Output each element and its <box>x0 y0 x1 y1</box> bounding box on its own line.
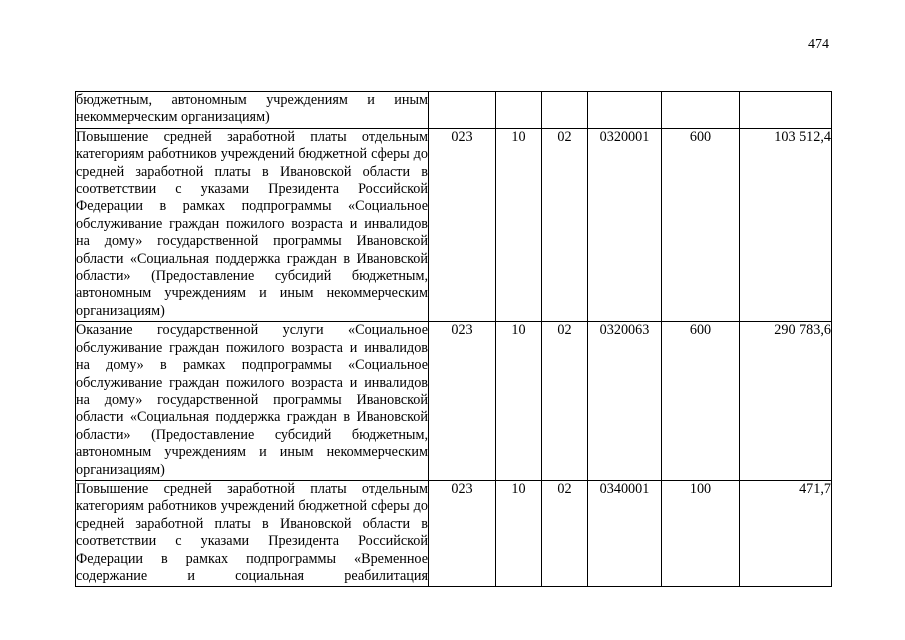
table-row <box>76 92 832 129</box>
row-description: бюджетным, автономным учреждениям и иным некоммерческим организациям) <box>76 92 429 129</box>
row-subsection: 02 <box>542 480 588 586</box>
row-amount <box>740 92 832 129</box>
row-amount: 290 783,6 <box>740 322 832 481</box>
table-row <box>76 128 832 321</box>
budget-table <box>75 91 832 587</box>
row-subsection: 02 <box>542 128 588 321</box>
row-section <box>496 92 542 129</box>
row-target-item: 0320001 <box>588 128 662 321</box>
table-row <box>76 322 832 481</box>
row-expense-type: 600 <box>662 322 740 481</box>
row-code: 023 <box>429 128 496 321</box>
row-code: 023 <box>429 480 496 586</box>
row-amount: 103 512,4 <box>740 128 832 321</box>
row-description: Повышение средней заработной платы отдельным категориям работников учреждений бюджетной сферы до средней заработной платы в Ивановской области в соответствии с указами Президента Российской Федерации в рамках подпрограммы «Временное содержание и социальная реабилитация <box>76 480 429 586</box>
row-subsection: 02 <box>542 322 588 481</box>
row-subsection <box>542 92 588 129</box>
row-code <box>429 92 496 129</box>
row-target-item: 0340001 <box>588 480 662 586</box>
row-expense-type <box>662 92 740 129</box>
row-target-item: 0320063 <box>588 322 662 481</box>
row-code: 023 <box>429 322 496 481</box>
table-row <box>76 480 832 586</box>
row-description: Повышение средней заработной платы отдельным категориям работников учреждений бюджетной сферы до средней заработной платы в Ивановской области в соответствии с указами Президента Российской Федерации в рамках подпрограммы «Социальное обслуживание граждан пожилого возраста и инвалидов на дому» государственной программы Ивановской области «Социальная поддержка граждан в Ивановской области» (Предоставление субсидий бюджетным, автономным учреждениям и иным некоммерческим организациям) <box>76 128 429 321</box>
row-expense-type: 600 <box>662 128 740 321</box>
row-section: 10 <box>496 480 542 586</box>
row-section: 10 <box>496 128 542 321</box>
row-amount: 471,7 <box>740 480 832 586</box>
page-number: 474 <box>808 37 829 52</box>
row-section: 10 <box>496 322 542 481</box>
row-target-item <box>588 92 662 129</box>
row-description: Оказание государственной услуги «Социальное обслуживание граждан пожилого возраста и инвалидов на дому» в рамках подпрограммы «Социальное обслуживание граждан пожилого возраста и инвалидов на дому» государственной программы Ивановской области «Социальная поддержка граждан в Ивановской области» (Предоставление субсидий бюджетным, автономным учреждениям и иным некоммерческим организациям) <box>76 322 429 481</box>
row-expense-type: 100 <box>662 480 740 586</box>
